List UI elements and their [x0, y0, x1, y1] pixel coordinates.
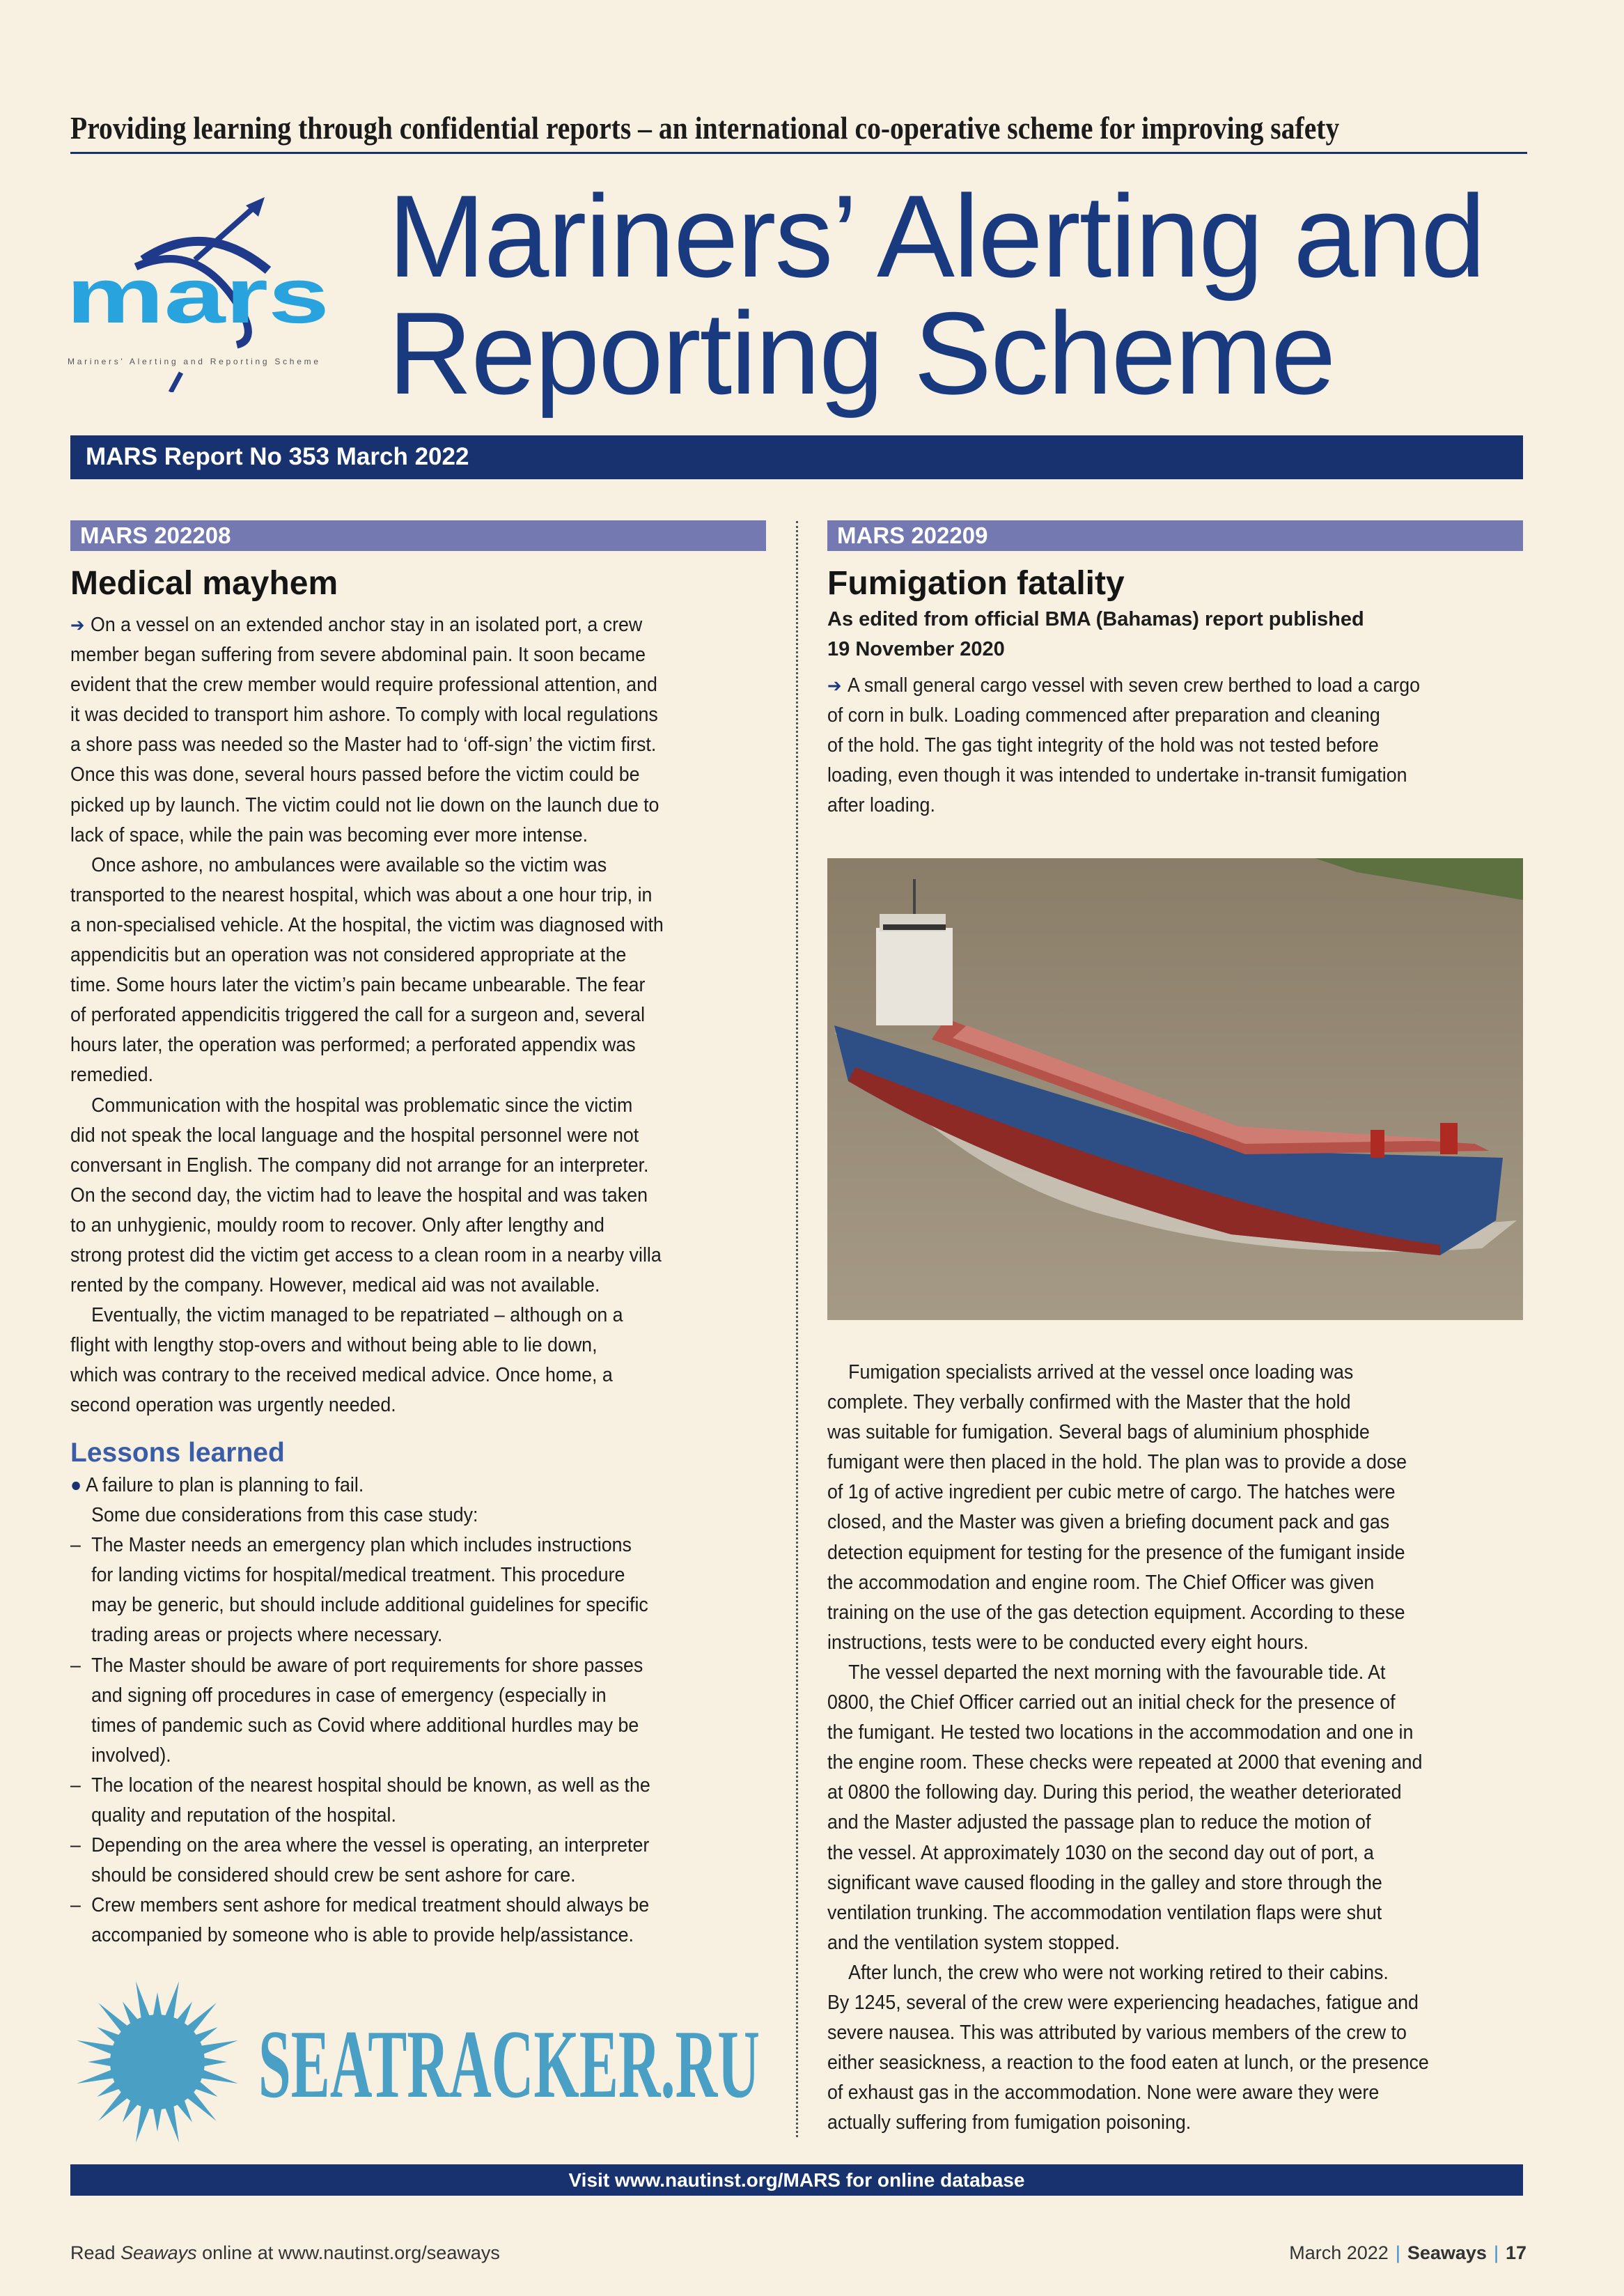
text-line-content: The location of the nearest hospital should be known, as well as the — [91, 1774, 650, 1797]
text-line-content: the vessel. At approximately 1030 on the second day out of port, a — [827, 1841, 1374, 1864]
text-line — [70, 1831, 725, 1861]
text-line-content: strong protest did the victim get access to a clean room in a nearby villa — [70, 1243, 662, 1266]
text-line — [827, 1928, 1482, 1958]
text-line — [70, 1211, 725, 1241]
section-label: MARS 202208 — [80, 522, 231, 548]
section-bar-right — [827, 520, 1523, 551]
text-line-content: On a vessel on an extended anchor stay in an isolated port, a crew — [90, 614, 643, 636]
text-line-content: instructions, tests were to be conducted every eight hours. — [827, 1631, 1309, 1654]
divider — [70, 152, 1527, 154]
text-line — [827, 1448, 1482, 1477]
text-line-content: fumigant were then placed in the hold. The plan was to provide a dose — [827, 1451, 1407, 1474]
dash-icon: – — [70, 1654, 81, 1677]
watermark-text: SEATRACKER.RU — [258, 2010, 760, 2118]
text-line — [827, 701, 1482, 731]
text-line — [70, 1771, 725, 1801]
text-line — [827, 1988, 1482, 2018]
sunburst-ray — [123, 2099, 139, 2123]
text-line-content: By 1245, several of the crew were experiencing headaches, fatigue and — [827, 1991, 1419, 2014]
text-line — [70, 1181, 725, 1211]
text-line-content: accompanied by someone who is able to provide help/assistance. — [91, 1924, 634, 1947]
lessons-list — [70, 1471, 725, 1951]
watermark — [70, 1971, 767, 2152]
sunburst-ray — [176, 2099, 192, 2123]
text-line — [70, 1030, 725, 1060]
text-line — [70, 1560, 725, 1590]
text-line-content: member began suffering from severe abdominal pain. It soon became — [70, 644, 646, 667]
text-line — [70, 1390, 725, 1420]
text-line-content: The Master should be aware of port requirements for shore passes — [91, 1654, 643, 1677]
text-line-content: of exhaust gas in the accommodation. None were aware they were — [827, 2081, 1380, 2104]
text-line-content: significant wave caused flooding in the galley and store through the — [827, 1871, 1382, 1894]
text-line-content: Some due considerations from this case study: — [91, 1504, 478, 1527]
text-line — [70, 730, 725, 760]
text-line — [70, 1060, 725, 1090]
text-line — [827, 2048, 1482, 2078]
text-line-content: involved). — [91, 1744, 171, 1767]
text-line-content: remedied. — [70, 1064, 154, 1087]
bullet-icon: ● — [70, 1474, 86, 1496]
title-line: Mariners’ Alerting and — [388, 171, 1485, 302]
text-line — [827, 1868, 1482, 1898]
text-line — [70, 1741, 725, 1771]
text-line — [70, 1301, 725, 1331]
text-line — [70, 610, 725, 640]
sunburst-ray — [97, 2081, 120, 2097]
ship-photo — [827, 858, 1523, 1320]
dash-icon: – — [70, 1774, 81, 1797]
text-line — [70, 1471, 725, 1500]
text-line — [70, 1681, 725, 1711]
text-line — [827, 1778, 1482, 1808]
text-line-content: actually suffering from fumigation poisoning. — [827, 2111, 1192, 2134]
text-line-content: the accommodation and engine room. The Chief Officer was given — [827, 1571, 1375, 1594]
footer-left — [70, 2242, 500, 2264]
page-number: 17 — [1505, 2242, 1527, 2263]
text-line-content: Once ashore, no ambulances were available so the victim was — [91, 853, 607, 876]
sunburst-ray — [153, 2107, 162, 2132]
text-line-content: ventilation trunking. The accommodation ventilation flaps were shut — [827, 1901, 1382, 1924]
text-line-content: After lunch, the crew who were not working retired to their cabins. — [848, 1961, 1389, 1984]
text-line-content: Crew members sent ashore for medical treatment should always be — [91, 1894, 650, 1917]
footer-text: online at www.nautinst.org/seaways — [196, 2242, 500, 2263]
sunburst-ray — [77, 2069, 115, 2084]
text-line-content: the fumigant. He tested two locations in the accommodation and one in — [827, 1721, 1414, 1744]
magazine-name: Seaways — [1407, 2242, 1487, 2263]
text-line — [827, 1628, 1482, 1658]
sunburst-icon — [77, 1981, 238, 2143]
text-line — [827, 2108, 1482, 2138]
text-line — [827, 1358, 1482, 1388]
text-line — [70, 1590, 725, 1620]
text-line-content: quality and reputation of the hospital. — [91, 1804, 396, 1827]
footer-text: Read — [70, 2242, 121, 2263]
logo-text: mars — [66, 252, 329, 339]
text-line-content: Communication with the hospital was problematic since the victim — [91, 1094, 633, 1117]
text-line-content: may be generic, but should include additional guidelines for specific — [91, 1594, 648, 1617]
sunburst-ray — [136, 2104, 150, 2143]
text-line-content: transported to the nearest hospital, which was about a one hour trip, in — [70, 883, 653, 906]
text-line-content: trading areas or projects where necessary. — [91, 1624, 443, 1647]
text-line — [70, 1000, 725, 1030]
sunburst-ray — [194, 2081, 218, 2097]
text-line — [70, 760, 725, 790]
separator: | — [1493, 2242, 1499, 2263]
text-line-content: flight with lengthy stop-overs and without being able to lie down, — [70, 1334, 598, 1357]
subtitle: 19 November 2020 — [827, 638, 1005, 660]
text-line-content: severe nausea. This was attributed by various members of the crew to — [827, 2022, 1407, 2045]
right-intro — [827, 671, 1482, 821]
text-line-content: was suitable for fumigation. Several bags of aluminium phosphide — [827, 1421, 1370, 1444]
text-line — [827, 791, 1482, 821]
text-line-content: Fumigation specialists arrived at the vessel once loading was — [848, 1361, 1354, 1383]
text-line-content: closed, and the Master was given a briefing document pack and gas — [827, 1511, 1390, 1534]
text-line-content: Depending on the area where the vessel is operating, an interpreter — [91, 1834, 650, 1857]
text-line — [827, 1808, 1482, 1838]
text-line-content: of 1g of active ingredient per cubic metre of cargo. The hatches were — [827, 1481, 1396, 1504]
text-line — [827, 1477, 1482, 1507]
subtitle: As edited from official BMA (Bahamas) report published — [827, 608, 1364, 630]
text-line-content: complete. They verbally confirmed with the Master that the hold — [827, 1391, 1351, 1414]
report-bar — [70, 435, 1523, 479]
text-line — [70, 1091, 725, 1121]
text-line — [70, 1360, 725, 1390]
tagline: Providing learning through confidential reports – an international co-operative scheme for improving safety — [70, 111, 1340, 146]
text-line — [70, 1921, 725, 1950]
text-line — [70, 1861, 725, 1891]
text-line-content: appendicitis but an operation was not considered appropriate at the — [70, 944, 627, 967]
column-divider — [796, 521, 798, 2137]
text-line-content: of corn in bulk. Loading commenced after preparation and cleaning — [827, 704, 1380, 727]
text-line — [70, 970, 725, 1000]
text-line — [827, 2078, 1482, 2108]
sunburst-ray — [186, 2003, 217, 2033]
text-line-content: loading, even though it was intended to undertake in-transit fumigation — [827, 764, 1407, 787]
text-line — [70, 1651, 725, 1681]
text-line-content: A small general cargo vessel with seven crew berthed to load a cargo — [847, 674, 1420, 697]
text-line-content: a shore pass was needed so the Master had to ‘off-sign’ the victim first. — [70, 734, 657, 757]
dash-icon: – — [70, 1834, 81, 1857]
text-line-content: for landing victims for hospital/medical treatment. This procedure — [91, 1564, 625, 1587]
text-line — [827, 761, 1482, 791]
text-line — [827, 1838, 1482, 1868]
text-line — [827, 1898, 1482, 1928]
text-line-content: times of pandemic such as Covid where additional hurdles may be — [91, 1714, 639, 1737]
text-line — [827, 671, 1482, 701]
text-line — [827, 1507, 1482, 1537]
text-line-content: Eventually, the victim managed to be repatriated – although on a — [91, 1304, 623, 1327]
sunburst-ray — [98, 2091, 129, 2121]
text-line — [827, 1388, 1482, 1418]
section-bar-left — [70, 520, 766, 551]
online-database-link[interactable]: Visit www.nautinst.org/MARS for online database — [568, 2169, 1025, 2191]
text-line-content: detection equipment for testing for the presence of the fumigant inside — [827, 1541, 1405, 1564]
text-line — [827, 1658, 1482, 1688]
text-line-content: second operation was urgently needed. — [70, 1394, 396, 1417]
sunburst-ray — [164, 1981, 179, 2019]
text-line — [70, 1121, 725, 1151]
text-line — [827, 1958, 1482, 1988]
text-line — [827, 1688, 1482, 1718]
sunburst-ray — [77, 2040, 115, 2055]
text-line — [70, 1801, 725, 1831]
text-line-content: rented by the company. However, medical aid was not available. — [70, 1274, 600, 1297]
logo-subtext: Mariners' Alerting and Reporting Scheme — [68, 357, 319, 366]
footer-bar — [70, 2164, 1523, 2196]
title-line: Reporting Scheme — [388, 288, 1335, 419]
arrow-icon: ➔ — [827, 676, 848, 697]
separator: | — [1395, 2242, 1400, 2263]
text-line-content: lack of space, while the pain was becoming ever more intense. — [70, 823, 588, 846]
sunburst-ray — [200, 2040, 238, 2055]
text-line-content: of perforated appendicitis triggered the call for a surgeon and, several — [70, 1004, 646, 1027]
headline-left: Medical mayhem — [70, 565, 338, 602]
text-line-content: either seasickness, a reaction to the food eaten at lunch, or the presence — [827, 2051, 1429, 2074]
text-line — [70, 1711, 725, 1741]
text-line — [827, 2018, 1482, 2048]
arrow-icon: ➔ — [70, 615, 91, 636]
text-line — [827, 1418, 1482, 1448]
text-line — [70, 881, 725, 910]
text-line — [70, 670, 725, 700]
text-line — [70, 1331, 725, 1360]
text-line — [827, 731, 1482, 761]
text-line — [70, 851, 725, 881]
issue-date: March 2022 — [1289, 2242, 1389, 2263]
text-line — [827, 1538, 1482, 1568]
magazine-name: Seaways — [120, 2242, 197, 2263]
text-line-content: after loading. — [827, 794, 935, 817]
footer-right — [1289, 2242, 1527, 2264]
text-line-content: and the ventilation system stopped. — [827, 1931, 1120, 1954]
text-line-content: hours later, the operation was performed; a perforated appendix was — [70, 1034, 636, 1057]
text-line — [70, 640, 725, 670]
sunburst-ray — [88, 2058, 112, 2067]
text-line-content: at 0800 the following day. During this period, the weather deteriorated — [827, 1781, 1402, 1804]
text-line-content: The vessel departed the next morning with the favourable tide. At — [848, 1661, 1386, 1684]
text-line-content: and the Master adjusted the passage plan to reduce the motion of — [827, 1811, 1371, 1834]
mars-logo — [66, 190, 331, 392]
text-line — [70, 821, 725, 851]
sunburst-ray — [176, 2001, 192, 2025]
sunburst-core — [110, 2015, 205, 2109]
text-line — [827, 1718, 1482, 1748]
sunburst-ray — [200, 2069, 238, 2084]
text-line — [70, 1241, 725, 1271]
dash-icon: – — [70, 1534, 81, 1557]
text-line-content: of the hold. The gas tight integrity of the hold was not tested before — [827, 734, 1379, 757]
text-line-content: Once this was done, several hours passed before the victim could be — [70, 763, 640, 786]
page-title — [388, 171, 1485, 419]
text-line — [70, 940, 725, 970]
sunburst-ray — [203, 2058, 227, 2067]
section-label: MARS 202209 — [837, 522, 988, 548]
text-line — [70, 1271, 725, 1301]
sunburst-ray — [136, 1981, 150, 2019]
text-line — [70, 910, 725, 940]
text-line-content: conversant in English. The company did not arrange for an interpreter. — [70, 1154, 649, 1177]
sunburst-ray — [194, 2027, 218, 2043]
text-line-content: should be considered should crew be sent ashore for care. — [91, 1864, 576, 1887]
report-title: MARS Report No 353 March 2022 — [86, 443, 469, 470]
dash-icon: – — [70, 1894, 81, 1917]
text-line — [827, 1568, 1482, 1598]
text-line-content: to an unhygienic, mouldy room to recover. Only after lengthy and — [70, 1213, 604, 1236]
text-line-content: A failure to plan is planning to fail. — [86, 1474, 364, 1496]
text-line — [70, 1530, 725, 1560]
text-line-content: The Master needs an emergency plan which includes instructions — [91, 1534, 632, 1557]
text-line-content: it was decided to transport him ashore. To comply with local regulations — [70, 704, 658, 727]
right-article-body — [827, 1358, 1482, 2138]
text-line — [70, 1891, 725, 1921]
text-line — [70, 791, 725, 821]
sunburst-ray — [186, 2091, 217, 2121]
text-line-content: did not speak the local language and the hospital personnel were not — [70, 1124, 639, 1147]
text-line-content: the engine room. These checks were repeated at 2000 that evening and — [827, 1751, 1423, 1774]
sunburst-ray — [98, 2003, 129, 2033]
text-line-content: which was contrary to the received medical advice. Once home, a — [70, 1364, 613, 1387]
headline-right: Fumigation fatality — [827, 565, 1125, 602]
sunburst-ray — [164, 2104, 179, 2143]
text-line-content: a non-specialised vehicle. At the hospital, the victim was diagnosed with — [70, 913, 664, 936]
left-article-body — [70, 610, 725, 1421]
text-line — [70, 1500, 725, 1530]
text-line-content: time. Some hours later the victim’s pain became unbearable. The fear — [70, 974, 646, 997]
text-line-content: and signing off procedures in case of emergency (especially in — [91, 1684, 607, 1707]
text-line — [70, 700, 725, 730]
text-line-content: evident that the crew member would require professional attention, and — [70, 674, 657, 697]
text-line-content: training on the use of the gas detection equipment. According to these — [827, 1601, 1405, 1624]
sunburst-ray — [123, 2001, 139, 2025]
lessons-title: Lessons learned — [70, 1438, 285, 1468]
text-line — [827, 1748, 1482, 1778]
text-line — [70, 1151, 725, 1181]
sunburst-ray — [153, 1992, 162, 2017]
text-line-content: 0800, the Chief Officer carried out an initial check for the presence of — [827, 1691, 1396, 1714]
text-line-content: On the second day, the victim had to leave the hospital and was taken — [70, 1184, 648, 1207]
text-line — [827, 1598, 1482, 1628]
text-line-content: picked up by launch. The victim could not lie down on the launch due to — [70, 793, 659, 816]
text-line — [70, 1620, 725, 1650]
sunburst-ray — [97, 2027, 120, 2043]
